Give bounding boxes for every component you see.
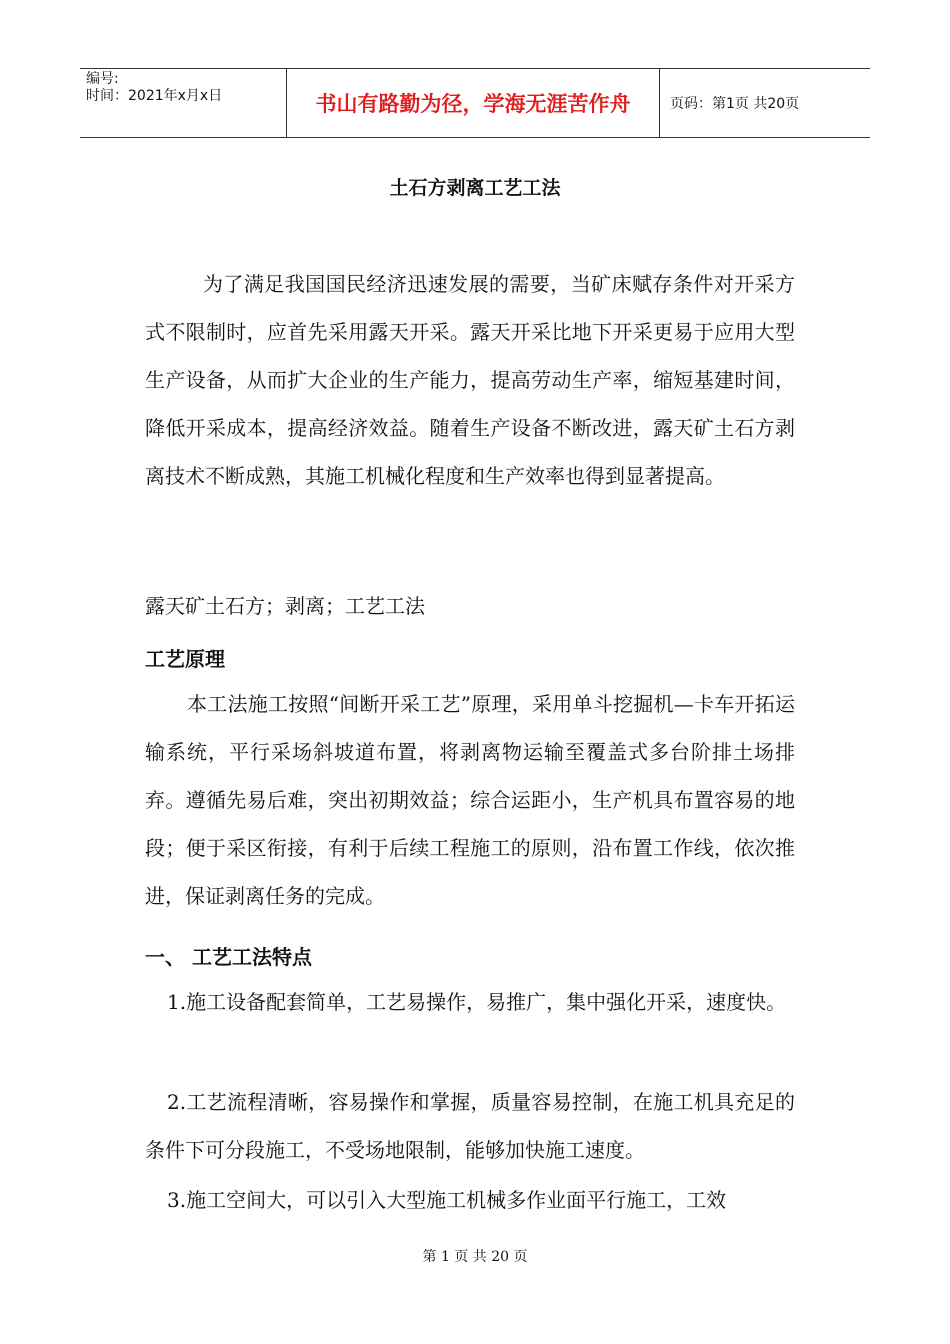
- page-footer: 第 1 页 共 20 页: [422, 1249, 528, 1265]
- document-title: 土石方剥离工艺工法: [389, 177, 561, 199]
- feature-item-1: 1.施工设备配套简单，工艺易操作，易推广，集中强化开采，速度快。: [167, 990, 787, 1014]
- feature-item-3: 3.施工空间大，可以引入大型施工机械多作业面平行施工，工效: [167, 1188, 727, 1212]
- feature-item-2: 2.工艺流程清晰，容易操作和掌握，质量容易控制，在施工机具充足的条件下可分段施工，不受场地限制，能够加快施工速度。: [145, 1090, 795, 1162]
- intro-paragraph: 为了满足我国国民经济迅速发展的需要，当矿床赋存条件对开采方式不限制时，应首先采用露天开采。露天开采比地下开采更易于应用大型生产设备，从而扩大企业的生产能力，提高劳动生产率，缩短基建时间，降低开采成本，提高经济效益。随着生产设备不断改进，露天矿土石方剥离技术不断成熟，其施工机械化程度和生产效率也得到显著提高。: [145, 272, 795, 488]
- features-heading: 一、 工艺工法特点: [145, 945, 312, 969]
- principle-heading: 工艺原理: [145, 647, 225, 671]
- number-label: 编号:: [86, 71, 119, 87]
- header-page-info: 页码：第1页 共20页: [670, 96, 800, 112]
- principle-paragraph: 本工法施工按照“间断开采工艺”原理，采用单斗挖掘机—卡车开拓运输系统，平行采场斜坡道布置，将剥离物运输至覆盖式多台阶排土场排弃。遵循先易后难，突出初期效益；综合运距小，生产机具布置容易的地段；便于采区衔接，有利于后续工程施工的原则，沿布置工作线，依次推进，保证剥离任务的完成。: [145, 692, 795, 908]
- time-label: 时间：2021年x月x日: [86, 88, 223, 104]
- keywords: 露天矿土石方；剥离；工艺工法: [145, 594, 425, 618]
- header-motto: 书山有路勤为径，学海无涯苦作舟: [287, 69, 660, 137]
- header-meta: [80, 69, 287, 137]
- page-header: [80, 68, 870, 138]
